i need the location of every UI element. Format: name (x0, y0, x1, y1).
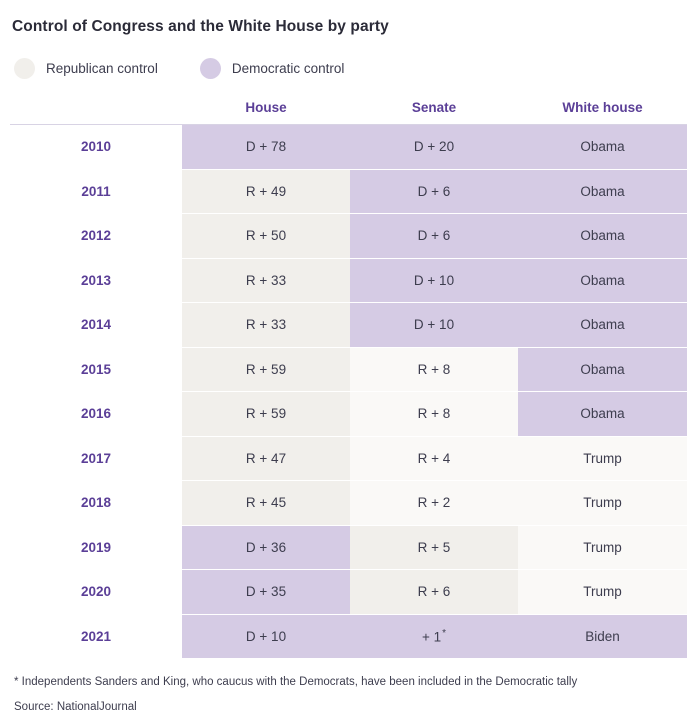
legend-swatch-democratic (200, 58, 221, 79)
table-row (10, 570, 687, 615)
cell-white-house: Obama (518, 347, 687, 392)
legend-item-democratic (200, 58, 345, 79)
cell-white-house: Obama (518, 125, 687, 170)
cell-senate: D + 6 (350, 169, 518, 214)
legend (14, 58, 687, 79)
row-year: 2018 (10, 481, 182, 526)
source-note: Source: NationalJournal (14, 701, 137, 713)
cell-white-house: Trump (518, 436, 687, 481)
cell-white-house: Biden (518, 614, 687, 659)
row-year: 2021 (10, 614, 182, 659)
cell-white-house: Obama (518, 392, 687, 437)
cell-white-house: Obama (518, 169, 687, 214)
table-row (10, 436, 687, 481)
column-header-white-house: White house (518, 100, 687, 125)
cell-senate: R + 5 (350, 525, 518, 570)
page-title: Control of Congress and the White House by party (12, 18, 389, 35)
row-year: 2016 (10, 392, 182, 437)
table-header (10, 100, 687, 125)
table-row (10, 525, 687, 570)
row-year: 2014 (10, 303, 182, 348)
table-header-row (10, 100, 687, 125)
cell-senate: R + 8 (350, 347, 518, 392)
cell-house: R + 59 (182, 392, 350, 437)
cell-house: R + 47 (182, 436, 350, 481)
cell-house: D + 10 (182, 614, 350, 659)
cell-senate: R + 4 (350, 436, 518, 481)
cell-senate: D + 10 (350, 303, 518, 348)
column-header-year (10, 100, 182, 125)
table-body (10, 125, 687, 659)
table-row (10, 258, 687, 303)
row-year: 2019 (10, 525, 182, 570)
table-row (10, 614, 687, 659)
cell-senate: R + 2 (350, 481, 518, 526)
table-row (10, 392, 687, 437)
cell-senate: D + 6 (350, 214, 518, 259)
cell-senate-value: + 1 (421, 629, 442, 645)
cell-house: D + 78 (182, 125, 350, 170)
table-row (10, 214, 687, 259)
cell-white-house: Trump (518, 481, 687, 526)
legend-label-republican: Republican control (46, 61, 158, 76)
cell-senate: D + 20 (350, 125, 518, 170)
table-row (10, 303, 687, 348)
row-year: 2012 (10, 214, 182, 259)
table-row (10, 169, 687, 214)
column-header-senate: Senate (350, 100, 518, 125)
legend-swatch-republican (14, 58, 35, 79)
column-header-house: House (182, 100, 350, 125)
cell-house: R + 59 (182, 347, 350, 392)
cell-white-house: Obama (518, 258, 687, 303)
cell-house: R + 33 (182, 303, 350, 348)
table-row (10, 125, 687, 170)
legend-label-democratic: Democratic control (231, 61, 345, 76)
cell-white-house: Trump (518, 570, 687, 615)
control-table (10, 100, 687, 659)
legend-item-republican (14, 58, 158, 79)
row-year: 2011 (10, 169, 182, 214)
row-year: 2013 (10, 258, 182, 303)
cell-white-house: Obama (518, 214, 687, 259)
cell-senate: R + 6 (350, 570, 518, 615)
row-year: 2015 (10, 347, 182, 392)
cell-house: R + 33 (182, 258, 350, 303)
cell-senate: R + 8 (350, 392, 518, 437)
table-row (10, 347, 687, 392)
table-row (10, 481, 687, 526)
cell-house: R + 49 (182, 169, 350, 214)
footnote: * Independents Sanders and King, who caucus with the Democrats, have been included in the Democratic tally (14, 676, 578, 688)
cell-house: D + 36 (182, 525, 350, 570)
cell-white-house: Obama (518, 303, 687, 348)
cell-senate (350, 614, 518, 659)
cell-house: R + 45 (182, 481, 350, 526)
row-year: 2010 (10, 125, 182, 170)
cell-house: R + 50 (182, 214, 350, 259)
footnote-marker: * (442, 628, 447, 639)
cell-senate: D + 10 (350, 258, 518, 303)
row-year: 2020 (10, 570, 182, 615)
cell-house: D + 35 (182, 570, 350, 615)
cell-white-house: Trump (518, 525, 687, 570)
row-year: 2017 (10, 436, 182, 481)
